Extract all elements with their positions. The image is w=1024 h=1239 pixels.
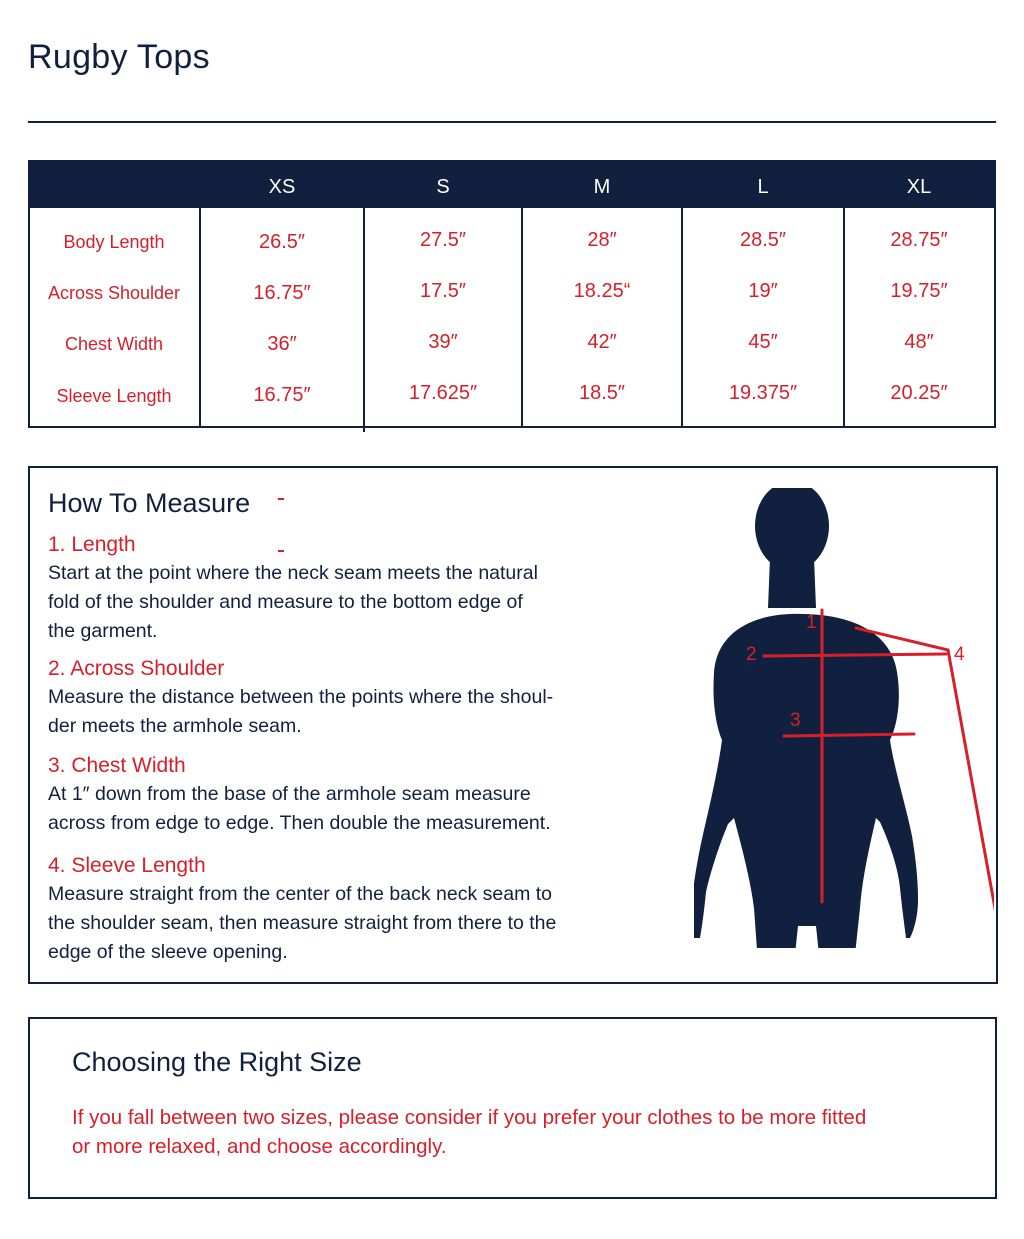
table-cell: 16.75″	[253, 282, 311, 304]
choosing-size-line: If you fall between two sizes, please consider if you prefer your clothes to be more fitted	[72, 1106, 867, 1129]
how-to-measure-title: How To Measure	[48, 488, 251, 518]
measure-item-text: Measure straight from the center of the back neck seam to	[48, 883, 552, 905]
table-cell: 36″	[267, 333, 297, 355]
decorative-dash	[278, 498, 284, 500]
size-header-xl: XL	[906, 176, 932, 198]
table-cell: 19.75″	[890, 280, 948, 302]
measure-item-chest-width	[48, 751, 648, 838]
measure-item-title: 4. Sleeve Length	[48, 854, 206, 877]
measure-item-text: edge of the sleeve opening.	[48, 941, 288, 963]
title-divider	[28, 121, 996, 123]
table-cell: 19″	[748, 280, 778, 302]
measure-label-1: 1	[806, 612, 817, 633]
table-cell: 26.5″	[258, 231, 305, 253]
row-label-body-length: Body Length	[63, 232, 165, 252]
table-cell: 48″	[904, 331, 934, 353]
size-header-l: L	[757, 176, 769, 198]
across-shoulder-line	[764, 654, 946, 656]
size-chart-table	[28, 160, 996, 428]
measure-label-2: 2	[746, 644, 757, 665]
table-cell: 17.625″	[408, 382, 478, 404]
measure-item-text: fold of the shoulder and measure to the bottom edge of	[48, 591, 523, 613]
table-cell: 39″	[428, 331, 458, 353]
table-cell: 28″	[587, 229, 617, 251]
measure-item-text: der meets the armhole seam.	[48, 715, 302, 737]
page-title: Rugby Tops	[28, 38, 210, 76]
measure-label-3: 3	[790, 710, 801, 731]
size-table-header	[30, 162, 994, 208]
measure-item-across-shoulder	[48, 654, 648, 741]
measure-item-text: At 1″ down from the base of the armhole seam measure	[48, 783, 531, 805]
size-header-xs: XS	[268, 176, 296, 198]
table-cell: 42″	[587, 331, 617, 353]
chest-width-line	[784, 734, 914, 736]
table-cell: 18.5″	[578, 382, 625, 404]
measure-item-text: the shoulder seam, then measure straight from there to the	[48, 912, 557, 934]
table-cell: 19.375″	[728, 382, 798, 404]
how-to-measure-panel	[28, 466, 998, 984]
measure-item-title: 1. Length	[48, 533, 136, 556]
size-header-s: S	[436, 176, 450, 198]
table-cell: 17.5″	[419, 280, 466, 302]
choosing-size-panel	[28, 1017, 997, 1199]
table-cell: 28.5″	[739, 229, 786, 251]
row-label-chest-width: Chest Width	[64, 334, 164, 354]
choosing-size-line: or more relaxed, and choose accordingly.	[72, 1135, 447, 1158]
measure-item-length	[48, 530, 648, 646]
body-silhouette-figure	[694, 488, 994, 948]
measure-item-text: across from edge to edge. Then double the measurement.	[48, 812, 551, 834]
measure-item-title: 2. Across Shoulder	[48, 657, 225, 680]
size-header-m: M	[593, 176, 611, 198]
row-label-across-shoulder: Across Shoulder	[47, 283, 181, 303]
measure-item-text: the garment.	[48, 620, 158, 642]
table-cell: 45″	[748, 331, 778, 353]
table-cell: 18.25“	[573, 280, 631, 302]
table-cell: 20.25″	[890, 382, 948, 404]
measure-label-4: 4	[954, 644, 965, 665]
table-cell: 28.75″	[890, 229, 948, 251]
row-label-sleeve-length: Sleeve Length	[56, 386, 172, 406]
measure-item-text: Start at the point where the neck seam meets the natural	[48, 562, 538, 584]
table-cell: 16.75″	[253, 384, 311, 406]
table-cell: 27.5″	[419, 229, 466, 251]
measure-item-text: Measure the distance between the points where the shoul-	[48, 686, 554, 708]
measure-item-title: 3. Chest Width	[48, 754, 186, 777]
choosing-size-text	[72, 1103, 972, 1161]
choosing-size-title: Choosing the Right Size	[72, 1047, 362, 1077]
measure-item-sleeve-length	[48, 851, 648, 967]
silhouette-icon	[694, 488, 918, 948]
